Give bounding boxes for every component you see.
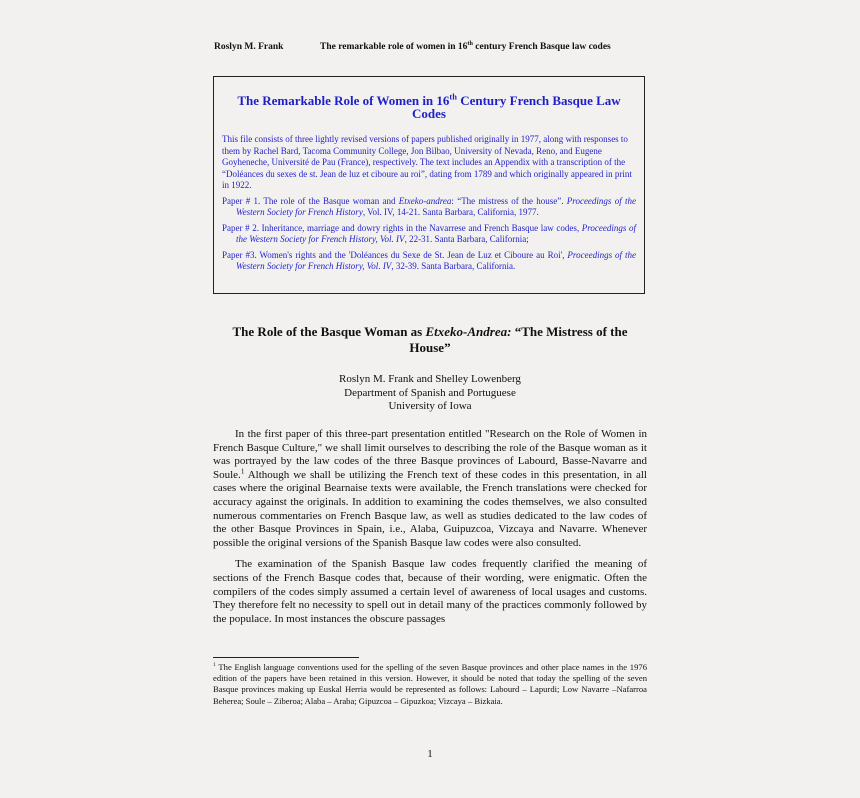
footnote-text: The English language conventions used for the spelling of the seven Basque provinces and other place names in the 1976 edition of the papers have been retained in this version. However, it should be noted that today the spelling of the seven Basque provinces making up Euskal Herria would be represented as follows: Labourd – Lapurdi; Low Navarre –Nafarroa Beherea; Soule – Ziberoa; Alaba – Araba; Gipuzcoa – Gipuzkoa; Vizcaya – Bizkaia. — [213, 662, 647, 706]
box-intro: This file consists of three lightly revised versions of papers published originally in 1977, along with responses to them by Rachel Bard, Tacoma Community College, Jon Bilbao, University of Nevada, Reno, and Eugene Goyheneche, Université de Pau (France), respectively. The text includes an Appendix with a transcription of the “Doléances du sexes de st. Jean de luz et ciboure au roi”, dating from 1789 and which originally appeared in print in 1922. — [222, 134, 632, 190]
body-paragraph-1: In the first paper of this three-part presentation entitled "Research on the Role of Women in French Basque Culture," we shall limit ourselves to describing the role of the Basque woman as it was portrayed by the law codes of the three Basque provinces of Labourd, Basse-Navarre and Soule.$^1$ Although we shall be utilizing the French text of these codes in this presentation, in all cases where the original Bearnaise texts were available, the French translations were checked for accuracy against the originals. In addition to examining the codes themselves, we also consulted numerous commentaries on French Basque law, as well as studies dedicated to the law codes of the other Basque Provinces in Spain, i.e., Alaba, Guipuzcoa, Vizcaya and Navarre. Whenever possible the original versions of the Spanish Basque law codes were also consulted. — [213, 428, 647, 549]
box-title: The Remarkable Role of Women in 16th Century French Basque Law Codes — [237, 91, 621, 121]
paper-2-citation: Paper # 2. Inheritance, marriage and dowry rights in the Navarrese and French Basque law codes, Proceedings of the Western Society for French History, Vol. IV, 22-31. Santa Barbara, California; — [222, 222, 637, 244]
running-head — [214, 40, 611, 52]
author-names: Roslyn M. Frank and Shelley Lowenberg — [339, 373, 521, 385]
summary-box — [213, 76, 645, 294]
author-block — [213, 373, 647, 414]
running-head-author: Roslyn M. Frank — [214, 42, 284, 52]
footnote-divider — [213, 657, 359, 658]
body-text — [213, 428, 647, 634]
footnote — [213, 662, 647, 707]
running-head-title: The remarkable role of women in 16th century French Basque law codes — [320, 40, 611, 52]
section-title: The Role of the Basque Woman as Etxeko-Andrea: “The Mistress of the House” — [232, 324, 628, 355]
footnote-marker: 1 — [213, 662, 216, 669]
paper-3-citation: Paper #3. Women's rights and the 'Doléances du Sexe de St. Jean de Luz et Ciboure au Roi', Proceedings of the Western Society for French History, Vol. IV, 32-39. Santa Barbara, California. — [222, 249, 636, 271]
page-number: 1 — [427, 748, 433, 760]
body-paragraph-2: The examination of the Spanish Basque law codes frequently clarified the meaning of sections of the French Basque codes that, because of their wording, were enigmatic. Often the compilers of the codes simply assumed a certain level of awareness of local usages and customs. They therefore felt no necessity to spell out in detail many of the practices commonly followed by the populace. In most instances the obscure passages — [213, 558, 647, 625]
author-university: University of Iowa — [388, 400, 472, 412]
footnote-ref[interactable]: 1 — [240, 467, 245, 476]
paper-1-citation: Paper # 1. The role of the Basque woman and Etxeko-andrea: “The mistress of the house”. Proceedings of the Western Society for French History, Vol. IV, 14-21. Santa Barbara, California, 1977. — [222, 195, 636, 217]
author-department: Department of Spanish and Portuguese — [344, 386, 516, 399]
